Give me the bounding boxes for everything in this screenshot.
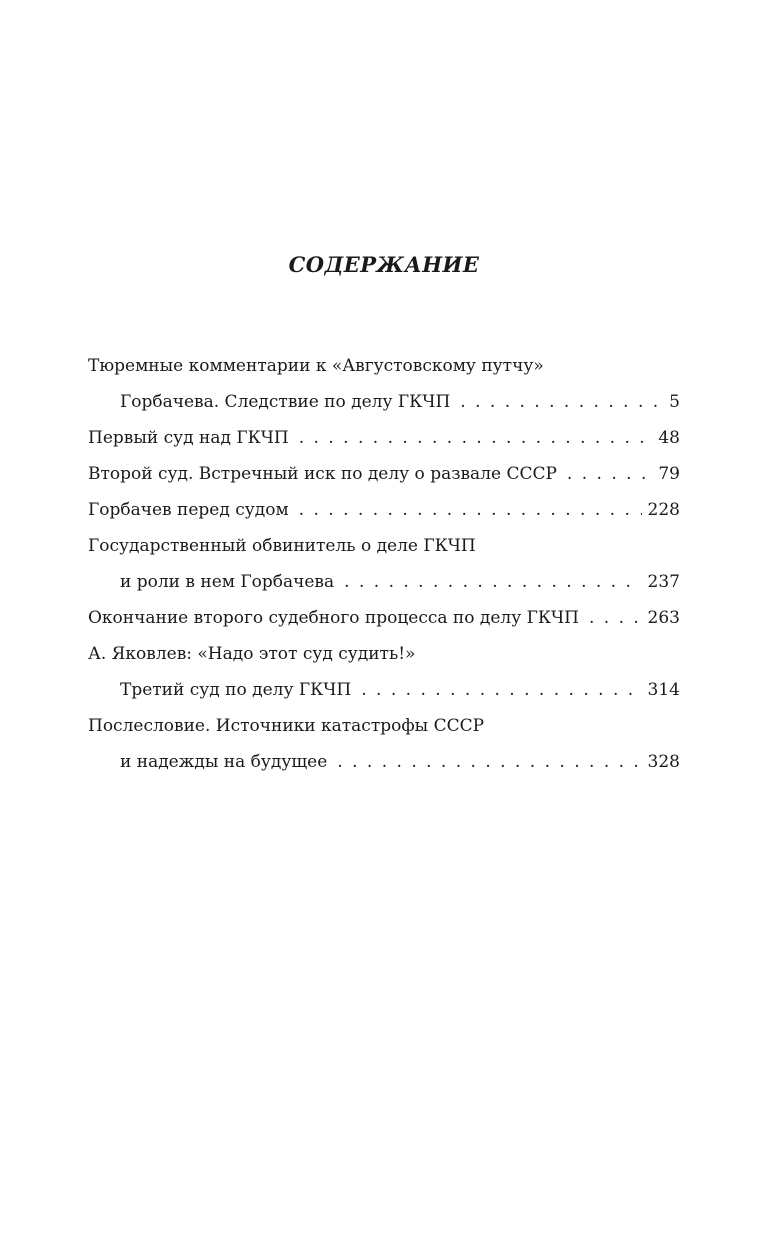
toc-entry-title-continued: Третий суд по делу ГКЧП (120, 680, 352, 700)
toc-page-number: 228 (647, 500, 680, 520)
toc-entry-line (88, 564, 680, 600)
toc-entry-line (88, 492, 680, 528)
toc-entry-title-continued: Горбачева. Следствие по делу ГКЧП (120, 392, 451, 412)
toc-page-number: 263 (647, 608, 680, 628)
toc-entry-line (88, 600, 680, 636)
toc-entry-title: Первый суд над ГКЧП (88, 428, 289, 448)
toc-entry-line (88, 384, 680, 420)
toc-entry-title: А. Яковлев: «Надо этот суд судить!» (88, 644, 416, 664)
toc-page-number: 48 (658, 428, 680, 448)
leader-dots (567, 456, 652, 492)
leader-dots (299, 492, 642, 528)
toc-entry-title: Послесловие. Источники катастрофы СССР (88, 716, 485, 736)
leader-dots (460, 384, 663, 420)
toc-entry-title-continued: и надежды на будущее (120, 752, 328, 772)
toc-entry-line (88, 348, 680, 384)
toc-page-number: 5 (669, 392, 680, 412)
toc-page-number: 328 (647, 752, 680, 772)
toc-entry-line (88, 420, 680, 456)
leader-dots (361, 672, 641, 708)
leader-dots (299, 420, 653, 456)
table-of-contents (88, 348, 680, 780)
toc-entry-line (88, 528, 680, 564)
toc-page-number: 314 (647, 680, 680, 700)
toc-page-number: 79 (658, 464, 680, 484)
toc-heading: СОДЕРЖАНИЕ (288, 252, 480, 277)
leader-dots (344, 564, 641, 600)
toc-entry-line (88, 456, 680, 492)
toc-entry-line (88, 708, 680, 744)
toc-entry-title: Горбачев перед судом (88, 500, 289, 520)
toc-entry-line (88, 672, 680, 708)
toc-entry-title: Окончание второго судебного процесса по делу ГКЧП (88, 608, 579, 628)
leader-dots (337, 744, 641, 780)
toc-page-number: 237 (647, 572, 680, 592)
leader-dots (589, 600, 642, 636)
toc-entry-title: Второй суд. Встречный иск по делу о развале СССР (88, 464, 557, 484)
toc-entry-line (88, 636, 680, 672)
toc-entry-title-continued: и роли в нем Горбачева (120, 572, 335, 592)
toc-entry-title: Государственный обвинитель о деле ГКЧП (88, 536, 476, 556)
toc-entry-line (88, 744, 680, 780)
toc-entry-title: Тюремные комментарии к «Августовскому путчу» (88, 356, 544, 376)
